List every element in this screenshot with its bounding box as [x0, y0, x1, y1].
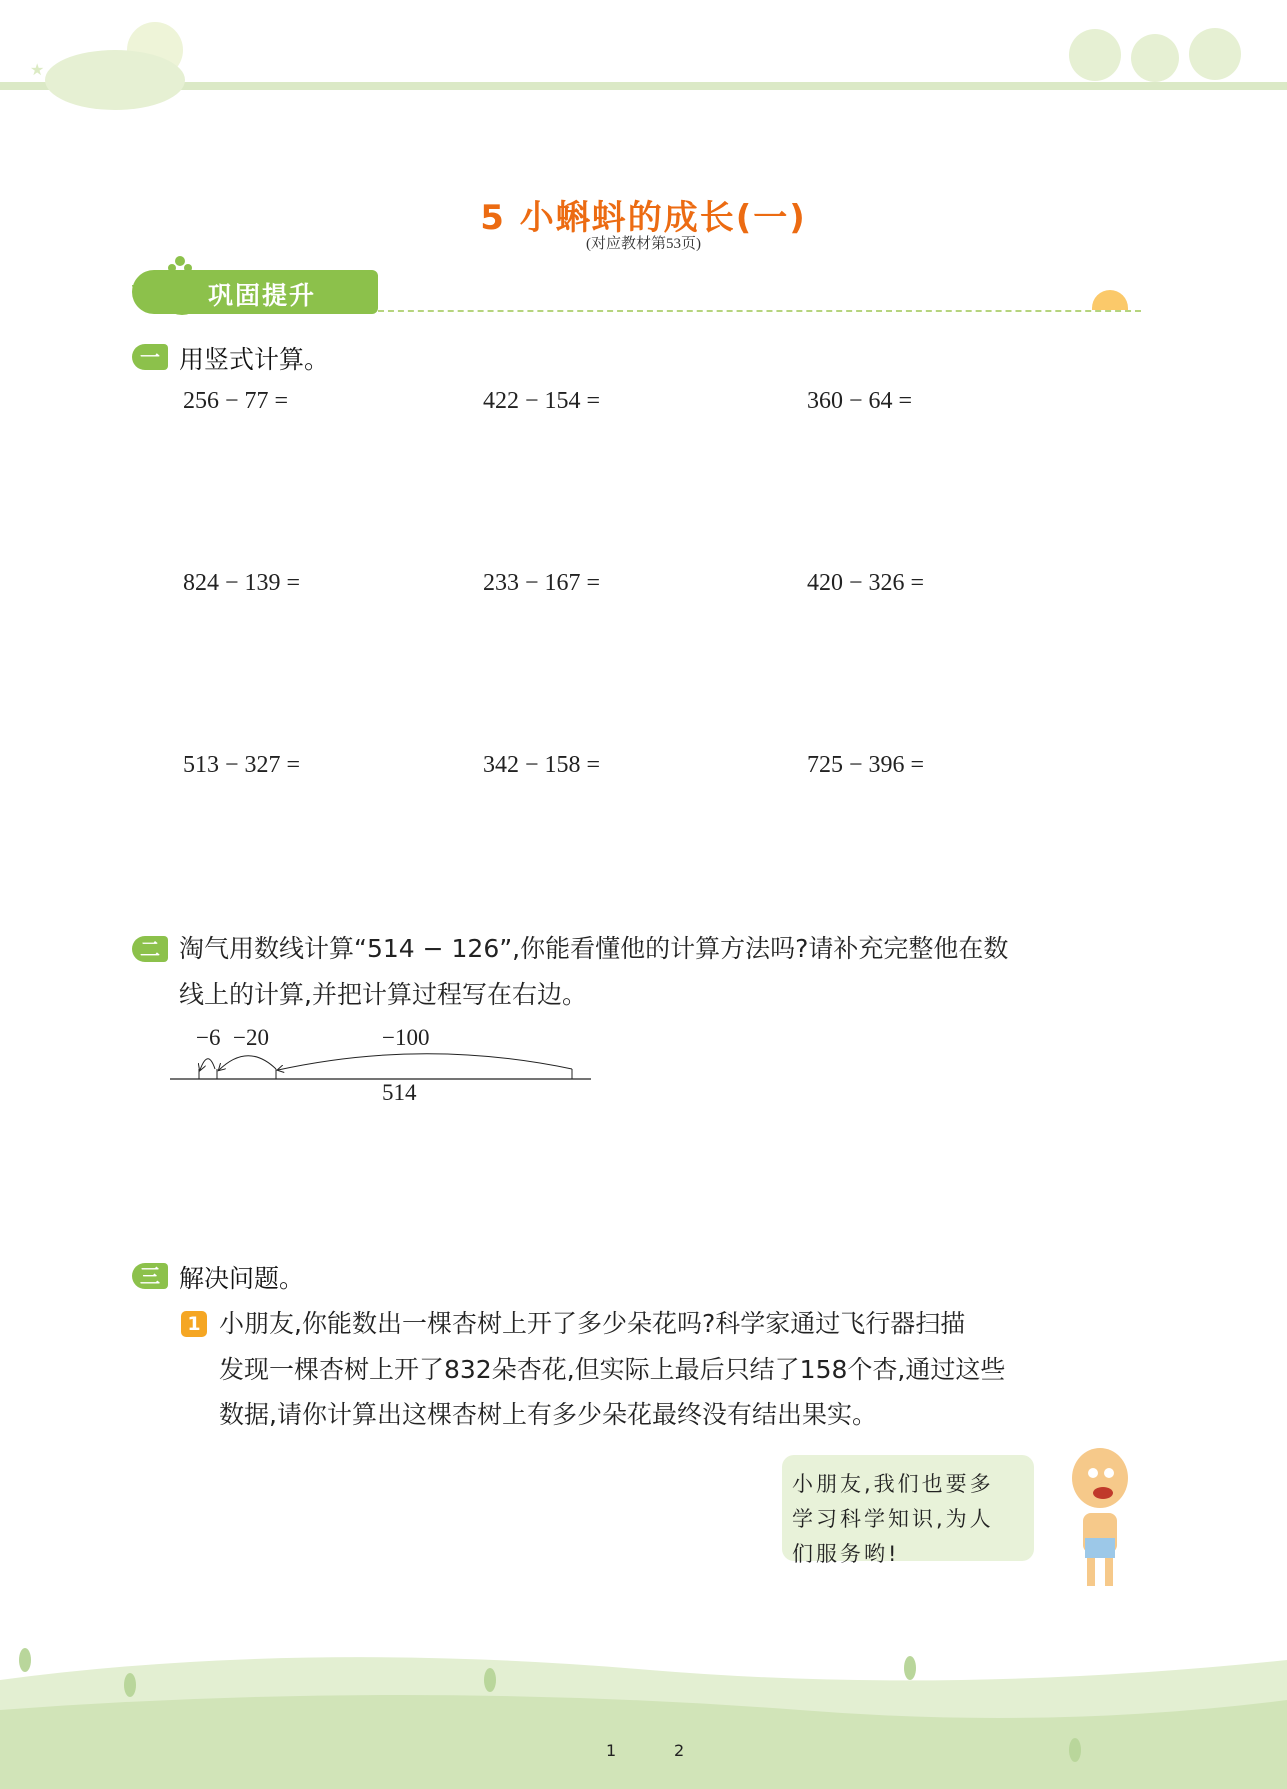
expression: 513 − 327 =	[183, 752, 301, 778]
page-number-left: 1	[606, 1741, 617, 1760]
bubble-line: 们服务哟!	[792, 1542, 900, 1566]
problem-number-badge: 1	[181, 1311, 207, 1337]
expression: 233 − 167 =	[483, 570, 601, 596]
question-badge: 一	[132, 344, 168, 370]
cloud-sun-icon	[20, 5, 210, 115]
question-text: 线上的计算,并把计算过程写在右边。	[179, 980, 587, 1009]
expression: 824 − 139 =	[183, 570, 301, 596]
grass-hills-footer	[0, 1640, 1287, 1789]
jump-label: −100	[382, 1025, 430, 1050]
question-text: 淘气用数线计算“514 − 126”,你能看懂他的计算方法吗?请补充完整他在数	[179, 934, 1009, 963]
start-label: 514	[382, 1080, 417, 1105]
jump-arc	[200, 1059, 215, 1070]
bubble-line: 小朋友,我们也要多	[792, 1472, 994, 1496]
page-title: 5 小蝌蚪的成长(一)	[480, 198, 807, 238]
question-badge: 二	[132, 936, 168, 962]
svg-text:★: ★	[30, 60, 45, 79]
jump-arc	[278, 1054, 572, 1070]
jump-label: −20	[233, 1025, 269, 1050]
page-number-right: 2	[674, 1741, 685, 1760]
expression: 422 − 154 =	[483, 388, 601, 414]
speech-bubble	[782, 1455, 1034, 1566]
problem-text: 数据,请你计算出这棵杏树上有多少朵花最终没有结出果实。	[219, 1400, 877, 1429]
bubble-line: 学习科学知识,为人	[792, 1507, 994, 1531]
animal-friends-icon	[1055, 20, 1250, 85]
problem-text: 发现一棵杏树上开了832朵杏花,但实际上最后只结了158个杏,通过这些	[219, 1355, 1006, 1384]
expression: 420 − 326 =	[807, 570, 925, 596]
question-heading: 用竖式计算。	[179, 345, 330, 374]
jump-label: −6	[196, 1025, 221, 1050]
dog-mascot-icon	[1055, 1443, 1145, 1593]
expression: 360 − 64 =	[807, 388, 913, 414]
divider	[378, 310, 1141, 312]
question-badge: 三	[132, 1263, 168, 1289]
jump-arc	[219, 1056, 276, 1070]
question-heading: 解决问题。	[179, 1264, 305, 1293]
expression: 725 − 396 =	[807, 752, 925, 778]
expression: 256 − 77 =	[183, 388, 289, 414]
sunset-icon	[1092, 290, 1128, 310]
section-banner-label: 巩固提升	[208, 281, 317, 310]
expression: 342 − 158 =	[483, 752, 601, 778]
page-subtitle: (对应教材第53页)	[586, 236, 701, 252]
problem-text: 小朋友,你能数出一棵杏树上开了多少朵花吗?科学家通过飞行器扫描	[219, 1309, 966, 1338]
